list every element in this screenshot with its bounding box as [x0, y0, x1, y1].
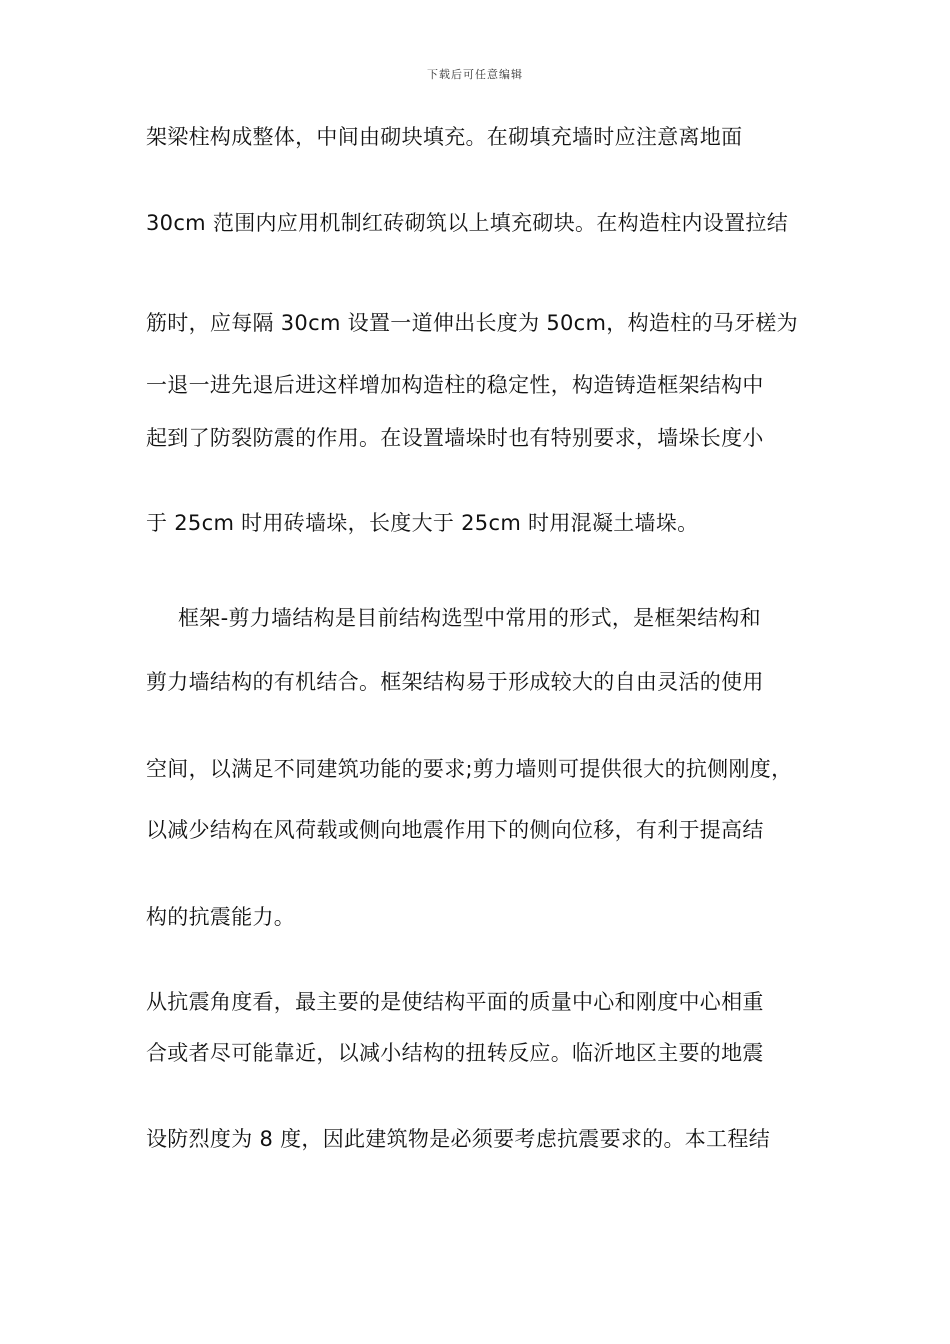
text-line: 架梁柱构成整体，中间由砌块填充。在砌填充墙时应注意离地面: [146, 125, 743, 149]
text-line: 合或者尽可能靠近，以减小结构的扭转反应。临沂地区主要的地震: [146, 1041, 764, 1065]
text-line: 构的抗震能力。: [146, 905, 296, 929]
text-line: 空间，以满足不同建筑功能的要求;剪力墙则可提供很大的抗侧刚度，: [146, 757, 793, 781]
text-line: 一退一进先退后进这样增加构造柱的稳定性，构造铸造框架结构中: [146, 373, 764, 397]
paragraph-first-line: 框架-剪力墙结构是目前结构选型中常用的形式，是框架结构和: [178, 606, 761, 630]
text-line: 以减少结构在风荷载或侧向地震作用下的侧向位移，有利于提高结: [146, 818, 764, 842]
text-line: 于 25cm 时用砖墙垛，长度大于 25cm 时用混凝土墙垛。: [146, 511, 699, 535]
text-line: 设防烈度为 8 度，因此建筑物是必须要考虑抗震要求的。本工程结: [146, 1127, 771, 1151]
page-header: 下载后可任意编辑: [427, 68, 523, 81]
text-line: 起到了防裂防震的作用。在设置墙垛时也有特别要求，墙垛长度小: [146, 426, 764, 450]
text-line: 剪力墙结构的有机结合。框架结构易于形成较大的自由灵活的使用: [146, 670, 764, 694]
text-line: 30cm 范围内应用机制红砖砌筑以上填充砌块。在构造柱内设置拉结: [146, 211, 788, 235]
text-line: 筋时，应每隔 30cm 设置一道伸出长度为 50cm，构造柱的马牙槎为: [146, 311, 798, 335]
paragraph-first-line: 从抗震角度看，最主要的是使结构平面的质量中心和刚度中心相重: [146, 990, 764, 1014]
